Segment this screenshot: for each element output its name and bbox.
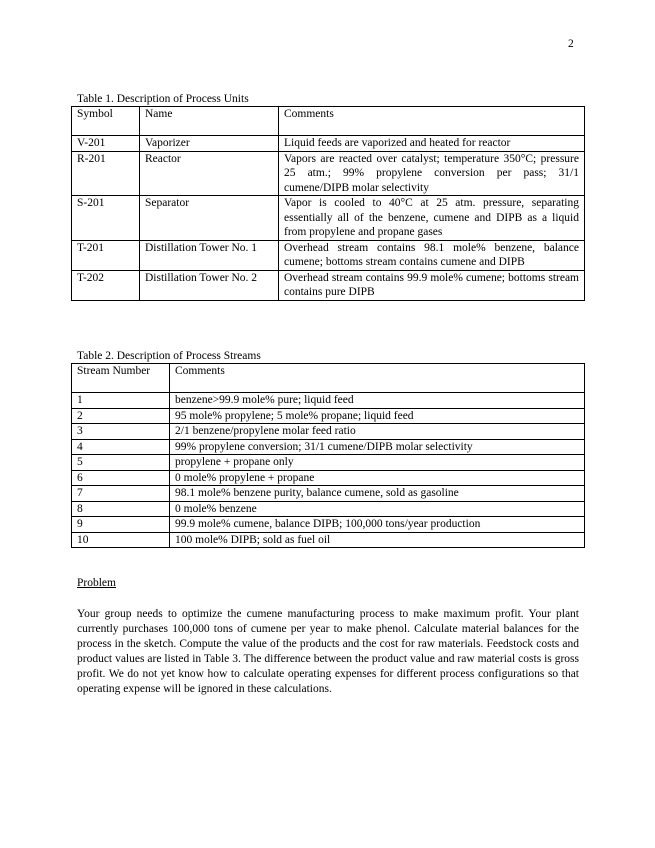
- table-row: [72, 136, 585, 152]
- table-row: [72, 532, 585, 548]
- column-header: Comments: [279, 107, 585, 136]
- problem-heading: Problem: [77, 577, 116, 589]
- table-row: [72, 151, 585, 196]
- comments-cell: 0 mole% propylene + propane: [170, 470, 585, 486]
- comments-cell: 100 mole% DIPB; sold as fuel oil: [170, 532, 585, 548]
- stream-number-cell: 10: [72, 532, 170, 548]
- column-header: Name: [140, 107, 279, 136]
- comments-cell: Liquid feeds are vaporized and heated for reactor: [279, 136, 585, 152]
- symbol-cell: S-201: [72, 196, 140, 241]
- column-header: Stream Number: [72, 364, 170, 393]
- stream-number-cell: 6: [72, 470, 170, 486]
- table-row: [72, 439, 585, 455]
- comments-cell: 99% propylene conversion; 31/1 cumene/DIPB molar selectivity: [170, 439, 585, 455]
- name-cell: Reactor: [140, 151, 279, 196]
- comments-cell: 98.1 mole% benzene purity, balance cumene, sold as gasoline: [170, 486, 585, 502]
- stream-number-cell: 5: [72, 455, 170, 471]
- comments-cell: Overhead stream contains 99.9 mole% cumene; bottoms stream contains pure DIPB: [279, 270, 585, 300]
- symbol-cell: T-202: [72, 270, 140, 300]
- table-row: [72, 424, 585, 440]
- page-number: 2: [568, 38, 574, 50]
- stream-number-cell: 9: [72, 517, 170, 533]
- table-row: [72, 196, 585, 241]
- table-row: [72, 517, 585, 533]
- comments-cell: 2/1 benzene/propylene molar feed ratio: [170, 424, 585, 440]
- comments-cell: 0 mole% benzene: [170, 501, 585, 517]
- symbol-cell: V-201: [72, 136, 140, 152]
- stream-number-cell: 1: [72, 393, 170, 409]
- comments-cell: Vapors are reacted over catalyst; temperature 350°C; pressure 25 atm.; 99% propylene conversion per pass; 31/1 cumene/DIPB molar selectivity: [279, 151, 585, 196]
- comments-cell: benzene>99.9 mole% pure; liquid feed: [170, 393, 585, 409]
- table-row: [72, 240, 585, 270]
- table-header-row: [72, 364, 585, 393]
- table-row: [72, 408, 585, 424]
- table-row: [72, 270, 585, 300]
- comments-cell: propylene + propane only: [170, 455, 585, 471]
- process-units-table: [71, 106, 585, 301]
- column-header: Symbol: [72, 107, 140, 136]
- name-cell: Separator: [140, 196, 279, 241]
- column-header: Comments: [170, 364, 585, 393]
- name-cell: Vaporizer: [140, 136, 279, 152]
- comments-cell: 99.9 mole% cumene, balance DIPB; 100,000 tons/year production: [170, 517, 585, 533]
- symbol-cell: R-201: [72, 151, 140, 196]
- table1-caption: Table 1. Description of Process Units: [77, 93, 249, 105]
- problem-paragraph: Your group needs to optimize the cumene manufacturing process to make maximum profit. Your plant currently purchases 100,000 tons of cumene per year to make phenol. Calculate material balances for the process in the sketch. Compute the value of the products and the cost for raw materials. Feedstock costs and product values are listed in Table 3. The difference between the product value and raw material costs is gross profit. We do not yet know how to calculate operating expenses for different process configurations so that operating expense will be ignored in these calculations.: [77, 608, 579, 695]
- stream-number-cell: 7: [72, 486, 170, 502]
- table-row: [72, 455, 585, 471]
- table-row: [72, 393, 585, 409]
- comments-cell: Vapor is cooled to 40°C at 25 atm. pressure, separating essentially all of the benzene, cumene and DIPB as a liquid from propylene and propane gases: [279, 196, 585, 241]
- comments-cell: Overhead stream contains 98.1 mole% benzene, balance cumene; bottoms stream contains cumene and DIPB: [279, 240, 585, 270]
- stream-number-cell: 3: [72, 424, 170, 440]
- table-row: [72, 470, 585, 486]
- table-row: [72, 486, 585, 502]
- table-header-row: [72, 107, 585, 136]
- name-cell: Distillation Tower No. 1: [140, 240, 279, 270]
- stream-number-cell: 4: [72, 439, 170, 455]
- stream-number-cell: 2: [72, 408, 170, 424]
- table-row: [72, 501, 585, 517]
- name-cell: Distillation Tower No. 2: [140, 270, 279, 300]
- table2-caption: Table 2. Description of Process Streams: [77, 350, 261, 362]
- process-streams-table: [71, 363, 585, 548]
- comments-cell: 95 mole% propylene; 5 mole% propane; liquid feed: [170, 408, 585, 424]
- symbol-cell: T-201: [72, 240, 140, 270]
- stream-number-cell: 8: [72, 501, 170, 517]
